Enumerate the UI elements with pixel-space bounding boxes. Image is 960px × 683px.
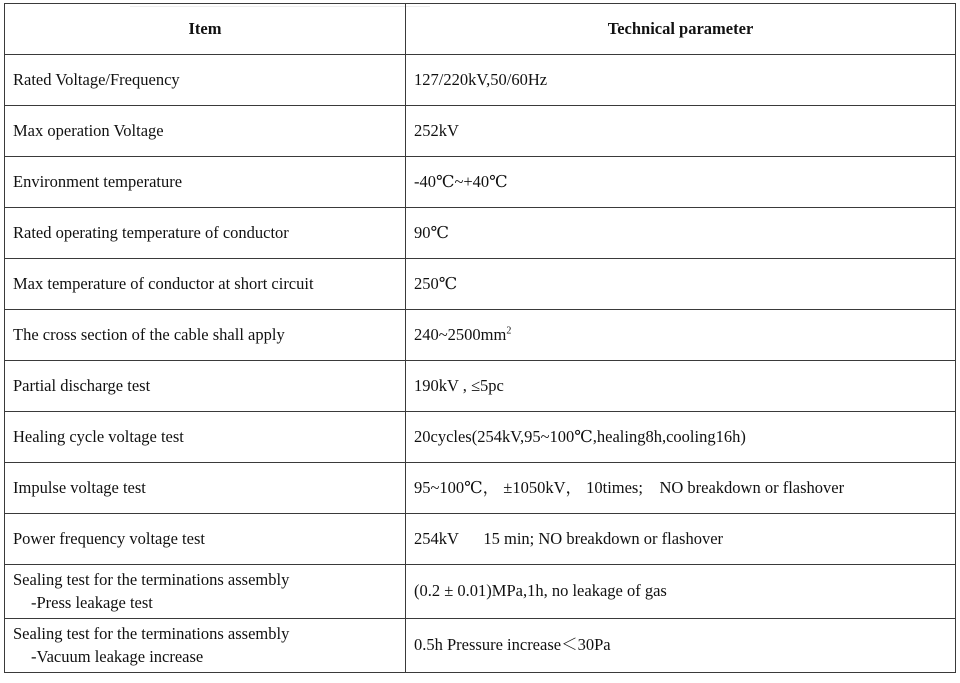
header-item: Item bbox=[5, 4, 406, 55]
value-cell: 252kV bbox=[406, 106, 956, 157]
value-cell: 254kV 15 min; NO breakdown or flashover bbox=[406, 514, 956, 565]
item-cell: Rated operating temperature of conductor bbox=[5, 208, 406, 259]
item-cell: Partial discharge test bbox=[5, 361, 406, 412]
value-cell: 190kV , ≤5pc bbox=[406, 361, 956, 412]
item-subtext: -Vacuum leakage increase bbox=[31, 646, 204, 666]
table-row bbox=[5, 106, 956, 157]
item-cell: Max temperature of conductor at short circuit bbox=[5, 259, 406, 310]
item-cell bbox=[5, 619, 406, 673]
item-text: Sealing test for the terminations assembly bbox=[13, 624, 290, 644]
value-cell: 90℃ bbox=[406, 208, 956, 259]
value-cell: (0.2 ± 0.01)MPa,1h, no leakage of gas bbox=[406, 565, 956, 619]
item-cell: Impulse voltage test bbox=[5, 463, 406, 514]
value-text: 240~2500mm bbox=[414, 324, 507, 344]
table-row bbox=[5, 208, 956, 259]
value-cell: 95~100℃， ±1050kV， 10times; NO breakdown or flashover bbox=[406, 463, 956, 514]
value-cell: 20cycles(254kV,95~100℃,healing8h,cooling16h) bbox=[406, 412, 956, 463]
value-cell: 0.5h Pressure increase＜30Pa bbox=[406, 619, 956, 673]
table-row bbox=[5, 619, 956, 673]
item-text: Sealing test for the terminations assembly bbox=[13, 570, 290, 590]
table-row bbox=[5, 463, 956, 514]
table-row bbox=[5, 259, 956, 310]
value-cell: 127/220kV,50/60Hz bbox=[406, 55, 956, 106]
value-cell: -40℃~+40℃ bbox=[406, 157, 956, 208]
item-cell: Max operation Voltage bbox=[5, 106, 406, 157]
table-row bbox=[5, 565, 956, 619]
table-header-row bbox=[5, 4, 956, 55]
table-row bbox=[5, 361, 956, 412]
item-cell: The cross section of the cable shall apply bbox=[5, 310, 406, 361]
value-cell bbox=[406, 310, 956, 361]
item-cell: Healing cycle voltage test bbox=[5, 412, 406, 463]
item-cell: Rated Voltage/Frequency bbox=[5, 55, 406, 106]
item-cell bbox=[5, 565, 406, 619]
table-row bbox=[5, 310, 956, 361]
header-technical-parameter: Technical parameter bbox=[406, 4, 956, 55]
superscript: 2 bbox=[506, 325, 512, 337]
table-row bbox=[5, 412, 956, 463]
item-cell: Environment temperature bbox=[5, 157, 406, 208]
technical-parameter-table bbox=[4, 3, 956, 673]
table-row bbox=[5, 55, 956, 106]
table-row bbox=[5, 157, 956, 208]
item-cell: Power frequency voltage test bbox=[5, 514, 406, 565]
value-cell: 250℃ bbox=[406, 259, 956, 310]
item-subtext: -Press leakage test bbox=[31, 592, 153, 612]
table-row bbox=[5, 514, 956, 565]
